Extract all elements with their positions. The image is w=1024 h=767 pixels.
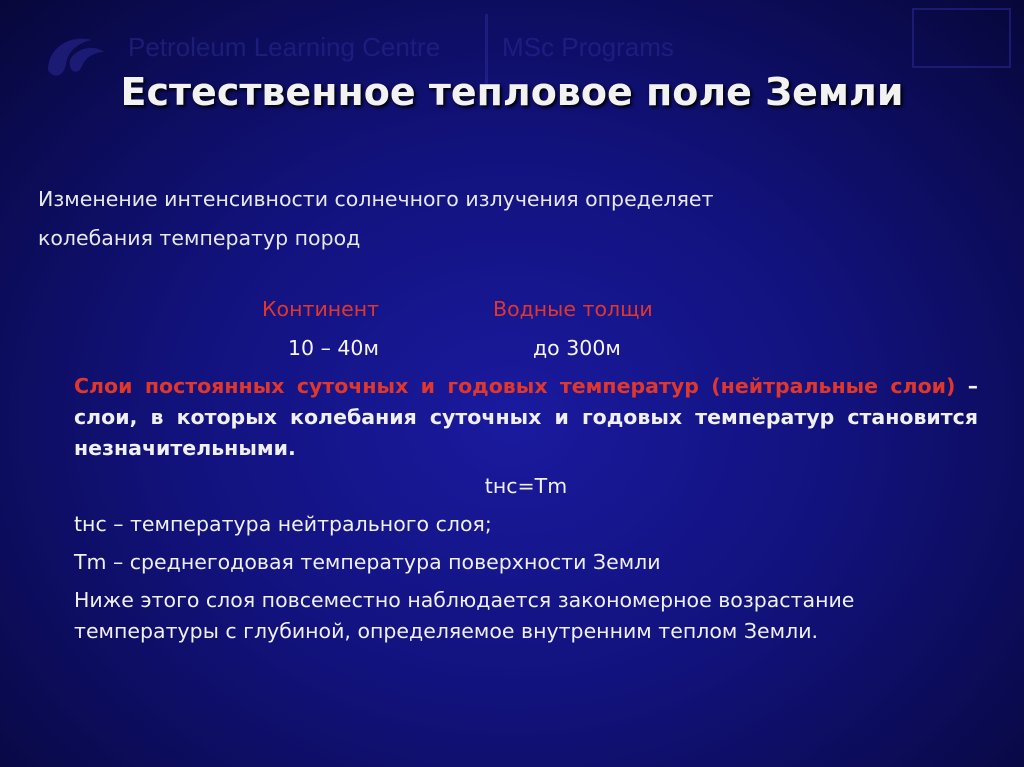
watermark-box (912, 8, 1011, 68)
watermark-org: Petroleum Learning Centre (128, 32, 441, 62)
definition-text: – слои, в которых колебания суточных и годовых температур становится незначительными. (74, 374, 978, 460)
intro-line-1: Изменение интенсивности солнечного излучения определяет (38, 187, 714, 211)
intro-line-2: колебания температур пород (38, 226, 361, 250)
definition-paragraph (74, 371, 978, 464)
slide-title: Естественное тепловое поле Земли (120, 70, 904, 114)
column-heading-continent: Континент (262, 297, 380, 321)
closing-paragraph: Ниже этого слоя повсеместно наблюдается закономерное возрастание температуры с глубиной, определяемое внутренним теплом Земли. (74, 588, 855, 643)
column-value-water: до 300м (533, 336, 621, 360)
column-heading-water: Водные толщи (493, 297, 653, 321)
definition-term: Слои постоянных суточных и годовых температур (нейтральные слои) (74, 374, 956, 398)
content-body (74, 371, 978, 647)
watermark-program: MSc Programs (502, 32, 674, 62)
column-value-continent: 10 – 40м (288, 336, 379, 360)
formula: tнс=Tm (484, 474, 568, 498)
legend-tm: Tm – среднегодовая температура поверхности Земли (74, 550, 661, 574)
intro-text (38, 180, 998, 258)
legend-tns: tнс – температура нейтрального слоя; (74, 512, 492, 536)
